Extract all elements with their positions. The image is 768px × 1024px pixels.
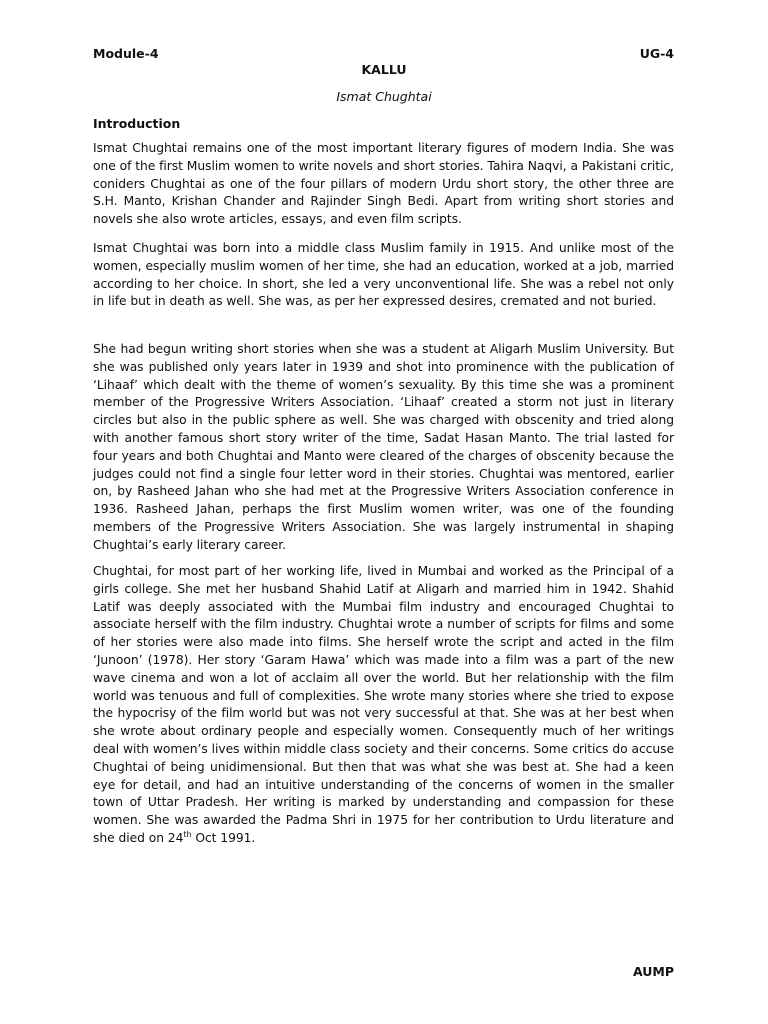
paragraph-4 bbox=[93, 563, 674, 848]
ordinal-suffix: th bbox=[183, 829, 192, 839]
section-heading: Introduction bbox=[93, 116, 181, 131]
paragraph-1: Ismat Chughtai remains one of the most important literary figures of modern India. She was one of the first Muslim women to write novels and short stories. Tahira Naqvi, a Pakistani critic, coniders Chughtai as one of the four pillars of modern Urdu short story, the other three are S.H. Manto, Krishan Chander and Rajinder Singh Bedi. Apart from writing short stories and novels she also wrote articles, essays, and even film scripts. bbox=[93, 141, 674, 227]
header-course-label: UG-4 bbox=[639, 46, 674, 61]
document-title: KALLU bbox=[361, 62, 407, 77]
document-author: Ismat Chughtai bbox=[336, 89, 432, 104]
paragraph-4-text: Chughtai, for most part of her working life, lived in Mumbai and worked as the Principal of a girls college. She met her husband Shahid Latif at Aligarh and married him in 1942. Shahid Latif was deeply associated with the Mumbai film industry and encouraged Chughtai to associate herself with the film industry. Chughtai wrote a number of scripts for films and some of her stories were also made into films. She herself wrote the script and acted in the film ‘Junoon’ (1978). Her story ‘Garam Hawa’ which was made into a film was a part of the new wave cinema and won a lot of acclaim all over the world. But her relationship with the film world was tenuous and full of complexities. She wrote many stories where she tried to expose the hypocrisy of the film world but was not very successful at that. She was at her best when she wrote about ordinary people and especially women. Consequently much of her writings deal with women’s lives within middle class society and their concerns. Some critics do accuse Chughtai of being unidimensional. But then that was what she was best at. She had a keen eye for detail, and had an intuitive understanding of the concerns of women in the smaller town of Uttar Pradesh. Her writing is marked by understanding and compassion for these women. She was awarded the Padma Shri in 1975 for her contribution to Urdu literature and she died on 24 bbox=[93, 564, 674, 845]
header-module-label: Module-4 bbox=[93, 46, 159, 61]
paragraph-3: She had begun writing short stories when she was a student at Aligarh Muslim University. But she was published only years later in 1939 and shot into prominence with the publication of ‘Lihaaf’ which dealt with the theme of women’s sexuality. By this time she was a prominent member of the Progressive Writers Association. ‘Lihaaf’ created a storm not just in literary circles but also in the public sphere as well. She was charged with obscenity and tried along with another famous short story writer of the time, Sadat Hasan Manto. The trial lasted for four years and both Chughtai and Manto were cleared of the charges of obscenity because the judges could not find a single four letter word in their stories. Chughtai was mentored, earlier on, by Rasheed Jahan who she had met at the Progressive Writers Association conference in 1936. Rasheed Jahan, perhaps the first Muslim women writer, was one of the founding members of the Progressive Writers Association. She was largely instrumental in shaping Chughtai’s early literary career. bbox=[93, 342, 674, 552]
paragraph-4-tail: Oct 1991. bbox=[191, 830, 256, 845]
paragraph-2: Ismat Chughtai was born into a middle class Muslim family in 1915. And unlike most of the women, especially muslim women of her time, she had an education, worked at a job, married according to her choice. In short, she led a very unconventional life. She was a rebel not only in life but in death as well. She was, as per her expressed desires, cremated and not buried. bbox=[93, 241, 674, 309]
page-footer: AUMP bbox=[632, 964, 674, 979]
